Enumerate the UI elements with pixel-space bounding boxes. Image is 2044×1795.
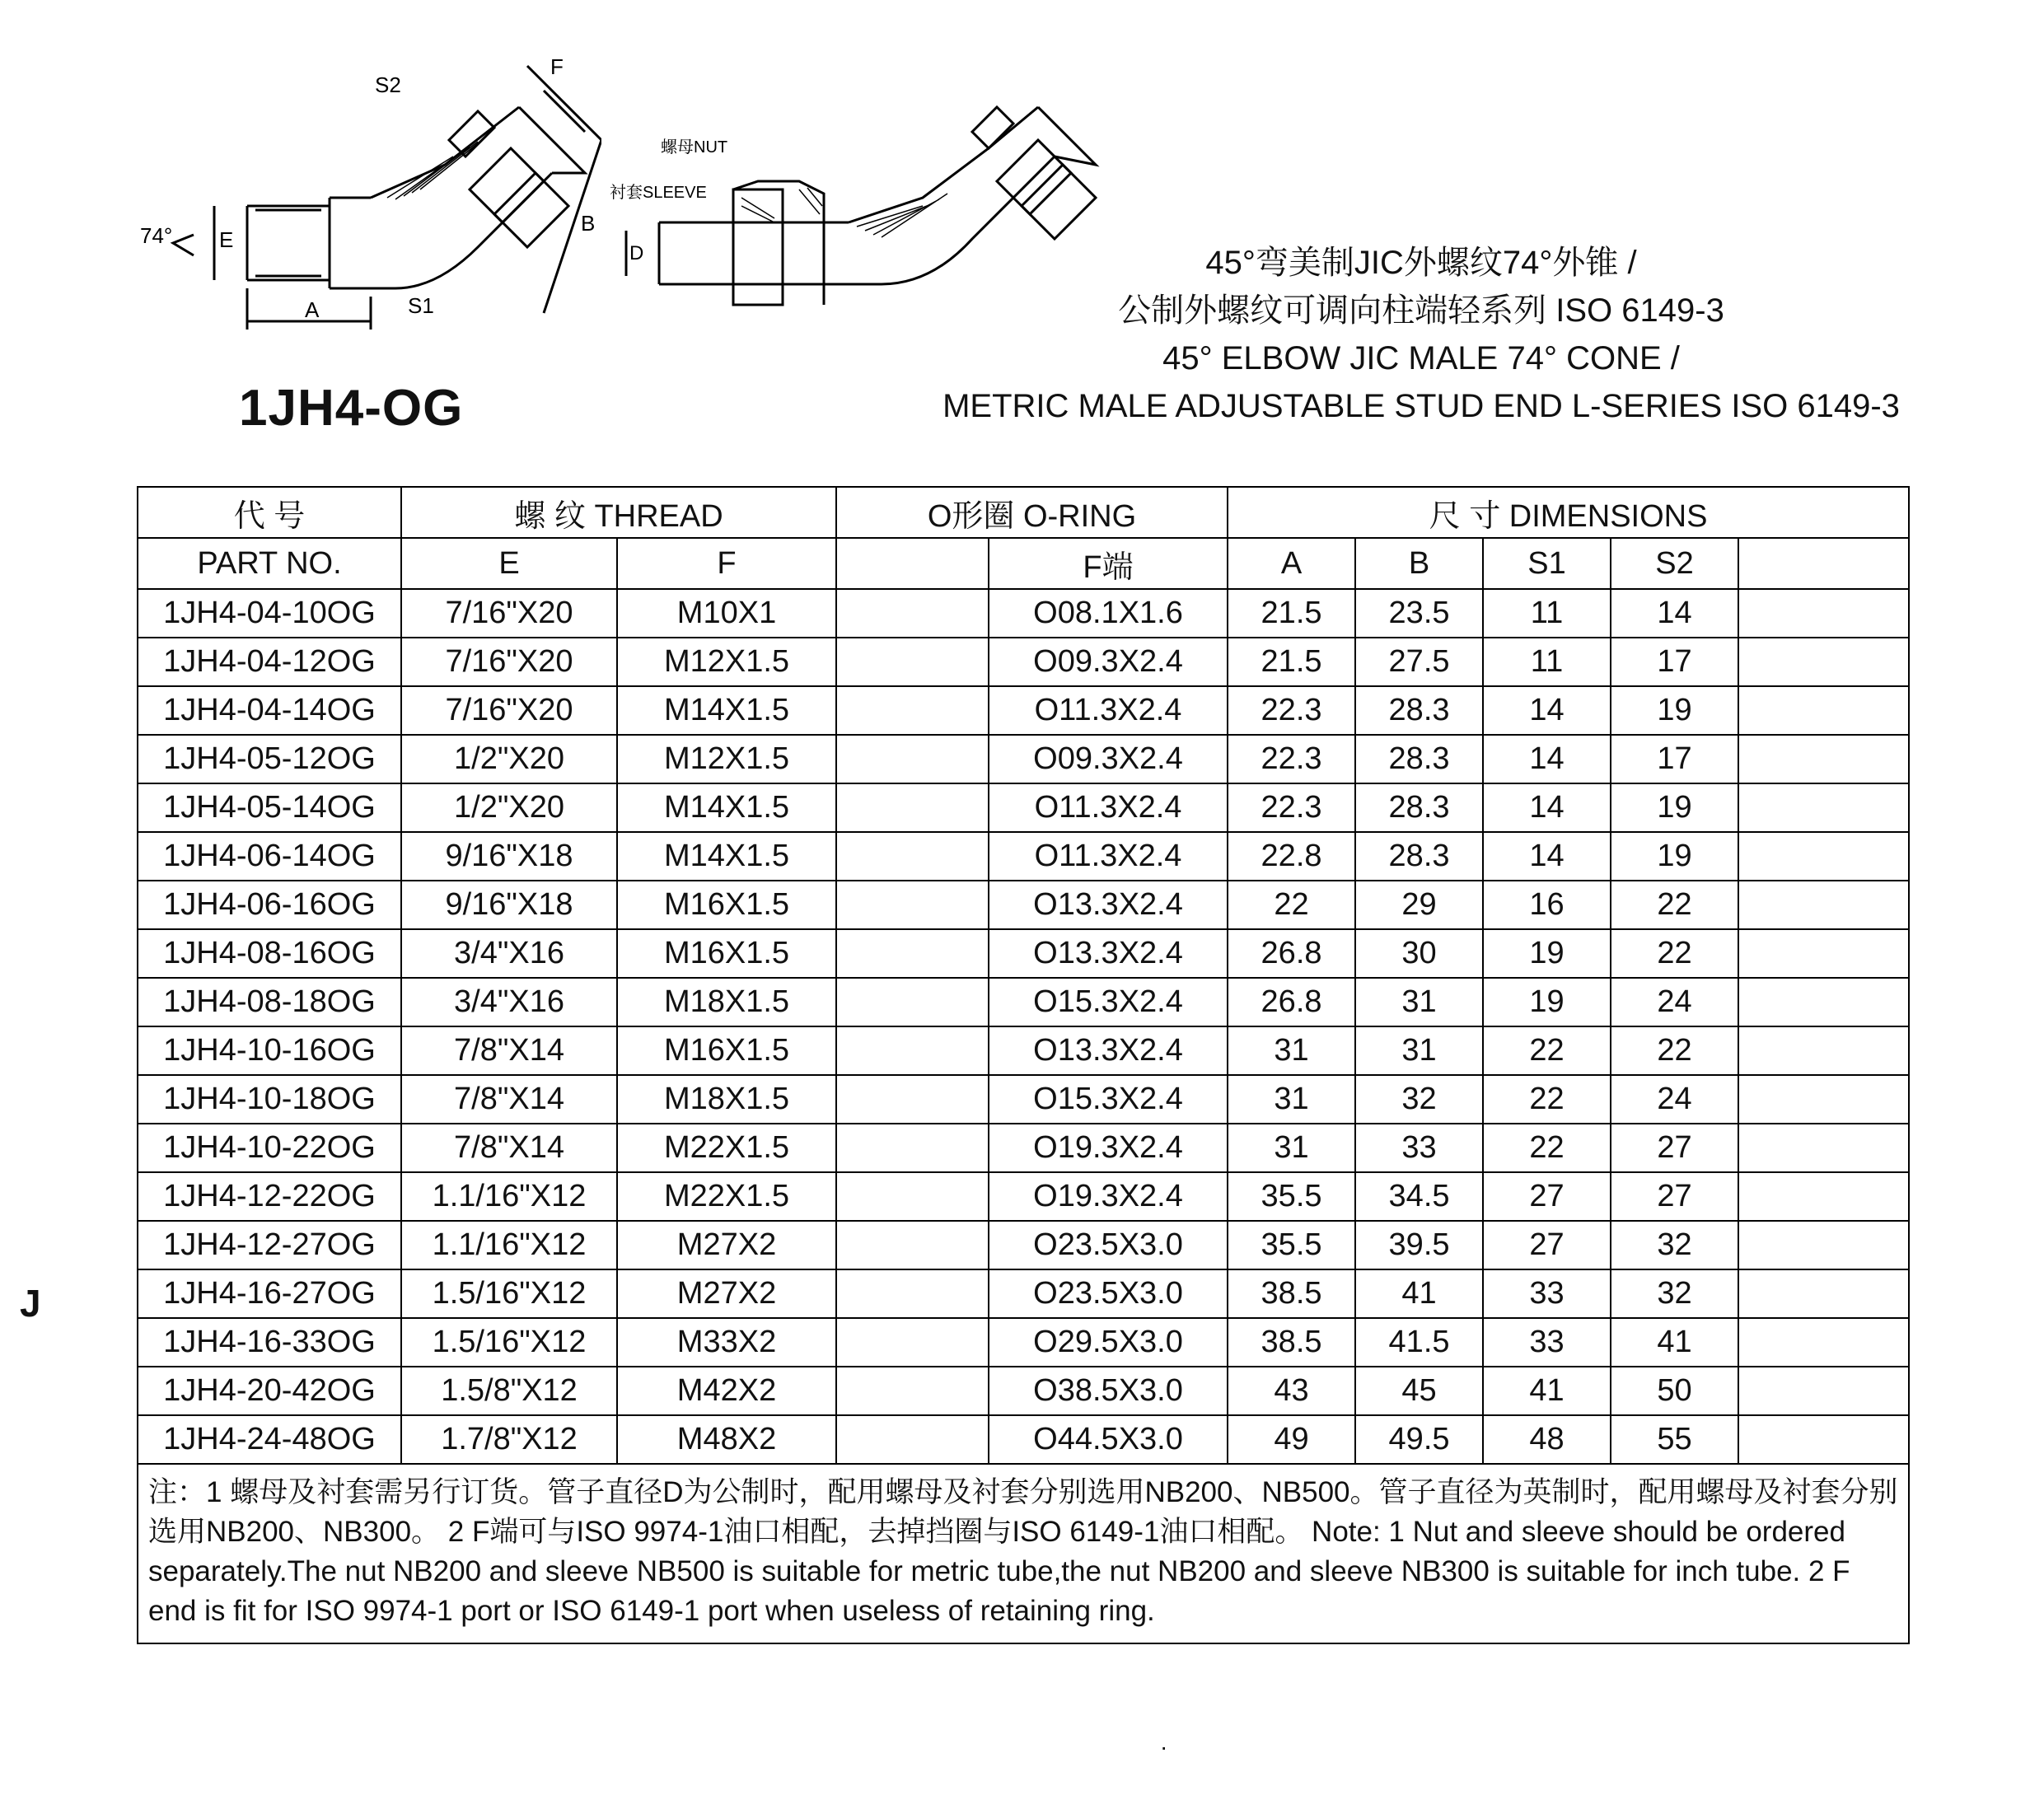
cell-part: 1JH4-08-16OG bbox=[138, 929, 401, 978]
cell-e: 1.7/8"X12 bbox=[401, 1415, 617, 1464]
section-mark: J bbox=[20, 1282, 41, 1325]
label-angle: 74° bbox=[140, 223, 173, 248]
cell-oring: O23.5X3.0 bbox=[989, 1269, 1228, 1318]
cell-s2: 19 bbox=[1611, 832, 1738, 881]
cell-oring: O11.3X2.4 bbox=[989, 832, 1228, 881]
label-sleeve: 衬套SLEEVE bbox=[610, 184, 707, 202]
cell-part: 1JH4-20-42OG bbox=[138, 1367, 401, 1415]
table-row bbox=[138, 735, 1909, 783]
cell-part: 1JH4-16-33OG bbox=[138, 1318, 401, 1367]
cell-a: 31 bbox=[1228, 1026, 1355, 1075]
table-row bbox=[138, 1415, 1909, 1464]
title-en-line1: 45° ELBOW JIC MALE 74° CONE / bbox=[1162, 340, 1680, 376]
cell-oring: O13.3X2.4 bbox=[989, 929, 1228, 978]
cell-f: M18X1.5 bbox=[617, 1075, 836, 1124]
cell-s1: 33 bbox=[1483, 1269, 1611, 1318]
table-body bbox=[138, 589, 1909, 1464]
cell-s2: 24 bbox=[1611, 978, 1738, 1026]
cell-s1: 48 bbox=[1483, 1415, 1611, 1464]
cell-part: 1JH4-04-12OG bbox=[138, 638, 401, 686]
cell-blank bbox=[836, 1415, 989, 1464]
cell-blank bbox=[1738, 783, 1909, 832]
cell-s1: 33 bbox=[1483, 1318, 1611, 1367]
table-row bbox=[138, 1367, 1909, 1415]
cell-f: M48X2 bbox=[617, 1415, 836, 1464]
cell-f: M22X1.5 bbox=[617, 1172, 836, 1221]
cell-e: 7/8"X14 bbox=[401, 1075, 617, 1124]
cell-b: 28.3 bbox=[1355, 832, 1483, 881]
table-row bbox=[138, 1221, 1909, 1269]
cell-blank bbox=[1738, 1415, 1909, 1464]
cell-e: 7/8"X14 bbox=[401, 1124, 617, 1172]
cell-blank bbox=[1738, 1221, 1909, 1269]
cell-part: 1JH4-08-18OG bbox=[138, 978, 401, 1026]
cell-b: 49.5 bbox=[1355, 1415, 1483, 1464]
cell-s2: 24 bbox=[1611, 1075, 1738, 1124]
cell-s1: 27 bbox=[1483, 1221, 1611, 1269]
header-oring: O形圈 O-RING bbox=[836, 487, 1228, 538]
cell-blank bbox=[836, 832, 989, 881]
product-code: 1JH4-OG bbox=[239, 380, 464, 437]
stray-dot: · bbox=[1160, 1734, 1168, 1760]
cell-blank bbox=[1738, 881, 1909, 929]
cell-e: 7/8"X14 bbox=[401, 1026, 617, 1075]
cell-f: M16X1.5 bbox=[617, 1026, 836, 1075]
cell-a: 22.3 bbox=[1228, 735, 1355, 783]
label-s2: S2 bbox=[375, 72, 401, 97]
table-row bbox=[138, 783, 1909, 832]
cell-b: 30 bbox=[1355, 929, 1483, 978]
cell-b: 28.3 bbox=[1355, 686, 1483, 735]
title-cn-line1: 45°弯美制JIC外螺纹74°外锥 / bbox=[1205, 245, 1637, 281]
table-row bbox=[138, 978, 1909, 1026]
header-f-end: F端 bbox=[989, 538, 1228, 589]
cell-oring: O15.3X2.4 bbox=[989, 978, 1228, 1026]
cell-b: 31 bbox=[1355, 1026, 1483, 1075]
cell-blank bbox=[1738, 1026, 1909, 1075]
cell-part: 1JH4-06-14OG bbox=[138, 832, 401, 881]
table-row bbox=[138, 1124, 1909, 1172]
cell-b: 28.3 bbox=[1355, 735, 1483, 783]
cell-part: 1JH4-05-12OG bbox=[138, 735, 401, 783]
cell-part: 1JH4-12-27OG bbox=[138, 1221, 401, 1269]
cell-s2: 19 bbox=[1611, 686, 1738, 735]
cell-s1: 22 bbox=[1483, 1075, 1611, 1124]
title-en-line2: METRIC MALE ADJUSTABLE STUD END L-SERIES ISO 6149-3 bbox=[942, 388, 1900, 424]
cell-e: 7/16"X20 bbox=[401, 638, 617, 686]
cell-blank bbox=[836, 1318, 989, 1367]
cell-b: 32 bbox=[1355, 1075, 1483, 1124]
cell-part: 1JH4-10-16OG bbox=[138, 1026, 401, 1075]
cell-f: M12X1.5 bbox=[617, 735, 836, 783]
cell-s2: 55 bbox=[1611, 1415, 1738, 1464]
cell-s1: 19 bbox=[1483, 929, 1611, 978]
cell-e: 1/2"X20 bbox=[401, 735, 617, 783]
cell-e: 1.1/16"X12 bbox=[401, 1221, 617, 1269]
table-row bbox=[138, 1075, 1909, 1124]
label-e: E bbox=[219, 227, 234, 252]
cell-oring: O11.3X2.4 bbox=[989, 783, 1228, 832]
label-d: D bbox=[629, 242, 644, 264]
cell-part: 1JH4-10-18OG bbox=[138, 1075, 401, 1124]
notes: 注：1 螺母及衬套需另行订货。管子直径D为公制时，配用螺母及衬套分别选用NB200、NB500。管子直径为英制时，配用螺母及衬套分别选用NB200、NB300。 2 F端可与ISO 9974-1油口相配，去掉挡圈与ISO 6149-1油口相配。 Note: 1 Nut and sleeve should be ordered separately.The nut NB200 and sleeve NB500 is suitable for metric tube,the nut NB200 and sleeve NB300 is suitable for inch tube. 2 F end is fit for ISO 9974-1 port or ISO 6149-1 port when useless of retaining ring. bbox=[138, 1464, 1909, 1643]
cell-blank bbox=[836, 1172, 989, 1221]
cell-oring: O29.5X3.0 bbox=[989, 1318, 1228, 1367]
cell-b: 39.5 bbox=[1355, 1221, 1483, 1269]
cell-blank bbox=[1738, 686, 1909, 735]
cell-part: 1JH4-04-10OG bbox=[138, 589, 401, 638]
header-s2: S2 bbox=[1611, 538, 1738, 589]
label-s1: S1 bbox=[408, 293, 434, 318]
header-blank bbox=[1738, 538, 1909, 589]
cell-a: 22.3 bbox=[1228, 686, 1355, 735]
header-b: B bbox=[1355, 538, 1483, 589]
cell-e: 7/16"X20 bbox=[401, 686, 617, 735]
cell-e: 1/2"X20 bbox=[401, 783, 617, 832]
cell-s2: 32 bbox=[1611, 1269, 1738, 1318]
cell-b: 31 bbox=[1355, 978, 1483, 1026]
cell-s2: 27 bbox=[1611, 1124, 1738, 1172]
cell-a: 21.5 bbox=[1228, 638, 1355, 686]
cell-oring: O09.3X2.4 bbox=[989, 638, 1228, 686]
table-row bbox=[138, 832, 1909, 881]
cell-b: 34.5 bbox=[1355, 1172, 1483, 1221]
cell-f: M42X2 bbox=[617, 1367, 836, 1415]
label-b: B bbox=[581, 211, 596, 236]
cell-s1: 19 bbox=[1483, 978, 1611, 1026]
cell-part: 1JH4-04-14OG bbox=[138, 686, 401, 735]
table-row bbox=[138, 686, 1909, 735]
cell-f: M27X2 bbox=[617, 1221, 836, 1269]
table-row bbox=[138, 1026, 1909, 1075]
header-thread: 螺 纹 THREAD bbox=[401, 487, 836, 538]
cell-blank bbox=[1738, 1269, 1909, 1318]
cell-f: M33X2 bbox=[617, 1318, 836, 1367]
cell-part: 1JH4-10-22OG bbox=[138, 1124, 401, 1172]
cell-blank bbox=[836, 686, 989, 735]
cell-b: 41 bbox=[1355, 1269, 1483, 1318]
header-oring-blank bbox=[836, 538, 989, 589]
cell-blank bbox=[836, 1221, 989, 1269]
cell-e: 3/4"X16 bbox=[401, 978, 617, 1026]
cell-e: 1.5/8"X12 bbox=[401, 1367, 617, 1415]
cell-oring: O11.3X2.4 bbox=[989, 686, 1228, 735]
cell-blank bbox=[836, 929, 989, 978]
cell-a: 31 bbox=[1228, 1075, 1355, 1124]
cell-f: M16X1.5 bbox=[617, 881, 836, 929]
cell-oring: O09.3X2.4 bbox=[989, 735, 1228, 783]
cell-oring: O19.3X2.4 bbox=[989, 1172, 1228, 1221]
cell-e: 9/16"X18 bbox=[401, 832, 617, 881]
cell-b: 45 bbox=[1355, 1367, 1483, 1415]
cell-s2: 32 bbox=[1611, 1221, 1738, 1269]
label-a: A bbox=[305, 297, 320, 322]
cell-blank bbox=[836, 1026, 989, 1075]
header-s1: S1 bbox=[1483, 538, 1611, 589]
cell-blank bbox=[1738, 929, 1909, 978]
cell-blank bbox=[1738, 832, 1909, 881]
cell-blank bbox=[1738, 735, 1909, 783]
cell-s2: 19 bbox=[1611, 783, 1738, 832]
cell-f: M27X2 bbox=[617, 1269, 836, 1318]
header-dimensions: 尺 寸 DIMENSIONS bbox=[1228, 487, 1909, 538]
cell-f: M22X1.5 bbox=[617, 1124, 836, 1172]
cell-s2: 22 bbox=[1611, 881, 1738, 929]
cell-a: 35.5 bbox=[1228, 1221, 1355, 1269]
cell-a: 21.5 bbox=[1228, 589, 1355, 638]
cell-oring: O38.5X3.0 bbox=[989, 1367, 1228, 1415]
cell-a: 38.5 bbox=[1228, 1318, 1355, 1367]
cell-part: 1JH4-24-48OG bbox=[138, 1415, 401, 1464]
cell-e: 1.1/16"X12 bbox=[401, 1172, 617, 1221]
cell-s1: 14 bbox=[1483, 686, 1611, 735]
cell-blank bbox=[1738, 589, 1909, 638]
cell-f: M16X1.5 bbox=[617, 929, 836, 978]
table-row bbox=[138, 638, 1909, 686]
cell-e: 1.5/16"X12 bbox=[401, 1318, 617, 1367]
title-block bbox=[890, 239, 1953, 430]
cell-f: M18X1.5 bbox=[617, 978, 836, 1026]
cell-s2: 17 bbox=[1611, 735, 1738, 783]
cell-blank bbox=[1738, 1367, 1909, 1415]
cell-blank bbox=[1738, 638, 1909, 686]
cell-blank bbox=[1738, 978, 1909, 1026]
cell-blank bbox=[836, 978, 989, 1026]
cell-s2: 17 bbox=[1611, 638, 1738, 686]
header-f: F bbox=[617, 538, 836, 589]
cell-oring: O19.3X2.4 bbox=[989, 1124, 1228, 1172]
cell-a: 49 bbox=[1228, 1415, 1355, 1464]
fitting-dimension-drawing bbox=[124, 41, 601, 354]
label-f: F bbox=[550, 54, 564, 79]
cell-s2: 50 bbox=[1611, 1367, 1738, 1415]
cell-b: 29 bbox=[1355, 881, 1483, 929]
table-row bbox=[138, 929, 1909, 978]
cell-blank bbox=[836, 783, 989, 832]
cell-e: 9/16"X18 bbox=[401, 881, 617, 929]
cell-blank bbox=[1738, 1075, 1909, 1124]
cell-blank bbox=[836, 1367, 989, 1415]
cell-a: 22.3 bbox=[1228, 783, 1355, 832]
cell-s1: 27 bbox=[1483, 1172, 1611, 1221]
table-row bbox=[138, 1269, 1909, 1318]
cell-part: 1JH4-06-16OG bbox=[138, 881, 401, 929]
header-a: A bbox=[1228, 538, 1355, 589]
cell-f: M14X1.5 bbox=[617, 783, 836, 832]
cell-a: 31 bbox=[1228, 1124, 1355, 1172]
title-cn-line2: 公制外螺纹可调向柱端轻系列 ISO 6149-3 bbox=[1118, 292, 1724, 329]
cell-blank bbox=[1738, 1124, 1909, 1172]
cell-s1: 41 bbox=[1483, 1367, 1611, 1415]
table-row bbox=[138, 1318, 1909, 1367]
cell-blank bbox=[836, 1269, 989, 1318]
cell-f: M10X1 bbox=[617, 589, 836, 638]
cell-a: 26.8 bbox=[1228, 929, 1355, 978]
specification-table bbox=[137, 486, 1910, 1644]
table-row bbox=[138, 1172, 1909, 1221]
cell-blank bbox=[836, 1075, 989, 1124]
cell-s1: 16 bbox=[1483, 881, 1611, 929]
cell-oring: O08.1X1.6 bbox=[989, 589, 1228, 638]
cell-b: 27.5 bbox=[1355, 638, 1483, 686]
cell-s2: 22 bbox=[1611, 929, 1738, 978]
cell-blank bbox=[1738, 1172, 1909, 1221]
cell-blank bbox=[1738, 1318, 1909, 1367]
cell-b: 28.3 bbox=[1355, 783, 1483, 832]
cell-e: 3/4"X16 bbox=[401, 929, 617, 978]
cell-blank bbox=[836, 881, 989, 929]
cell-a: 26.8 bbox=[1228, 978, 1355, 1026]
cell-blank bbox=[836, 638, 989, 686]
cell-oring: O23.5X3.0 bbox=[989, 1221, 1228, 1269]
cell-a: 22.8 bbox=[1228, 832, 1355, 881]
header-part-no-cn: 代 号 bbox=[138, 487, 401, 538]
cell-part: 1JH4-05-14OG bbox=[138, 783, 401, 832]
cell-e: 1.5/16"X12 bbox=[401, 1269, 617, 1318]
cell-s1: 14 bbox=[1483, 832, 1611, 881]
cell-b: 33 bbox=[1355, 1124, 1483, 1172]
header-e: E bbox=[401, 538, 617, 589]
cell-f: M14X1.5 bbox=[617, 832, 836, 881]
cell-part: 1JH4-12-22OG bbox=[138, 1172, 401, 1221]
cell-f: M12X1.5 bbox=[617, 638, 836, 686]
cell-oring: O44.5X3.0 bbox=[989, 1415, 1228, 1464]
cell-blank bbox=[836, 589, 989, 638]
cell-blank bbox=[836, 1124, 989, 1172]
cell-s2: 14 bbox=[1611, 589, 1738, 638]
cell-a: 38.5 bbox=[1228, 1269, 1355, 1318]
cell-a: 35.5 bbox=[1228, 1172, 1355, 1221]
cell-s1: 22 bbox=[1483, 1124, 1611, 1172]
cell-s1: 14 bbox=[1483, 783, 1611, 832]
cell-part: 1JH4-16-27OG bbox=[138, 1269, 401, 1318]
cell-s2: 27 bbox=[1611, 1172, 1738, 1221]
cell-blank bbox=[836, 735, 989, 783]
cell-oring: O13.3X2.4 bbox=[989, 1026, 1228, 1075]
cell-a: 43 bbox=[1228, 1367, 1355, 1415]
cell-e: 7/16"X20 bbox=[401, 589, 617, 638]
cell-s2: 22 bbox=[1611, 1026, 1738, 1075]
cell-b: 23.5 bbox=[1355, 589, 1483, 638]
cell-oring: O13.3X2.4 bbox=[989, 881, 1228, 929]
cell-b: 41.5 bbox=[1355, 1318, 1483, 1367]
table-row bbox=[138, 589, 1909, 638]
cell-f: M14X1.5 bbox=[617, 686, 836, 735]
cell-s1: 11 bbox=[1483, 638, 1611, 686]
cell-s1: 11 bbox=[1483, 589, 1611, 638]
cell-a: 22 bbox=[1228, 881, 1355, 929]
cell-s1: 14 bbox=[1483, 735, 1611, 783]
table-row bbox=[138, 881, 1909, 929]
cell-oring: O15.3X2.4 bbox=[989, 1075, 1228, 1124]
header-part-no-en: PART NO. bbox=[138, 538, 401, 589]
label-nut: 螺母NUT bbox=[661, 138, 728, 157]
cell-s1: 22 bbox=[1483, 1026, 1611, 1075]
cell-s2: 41 bbox=[1611, 1318, 1738, 1367]
